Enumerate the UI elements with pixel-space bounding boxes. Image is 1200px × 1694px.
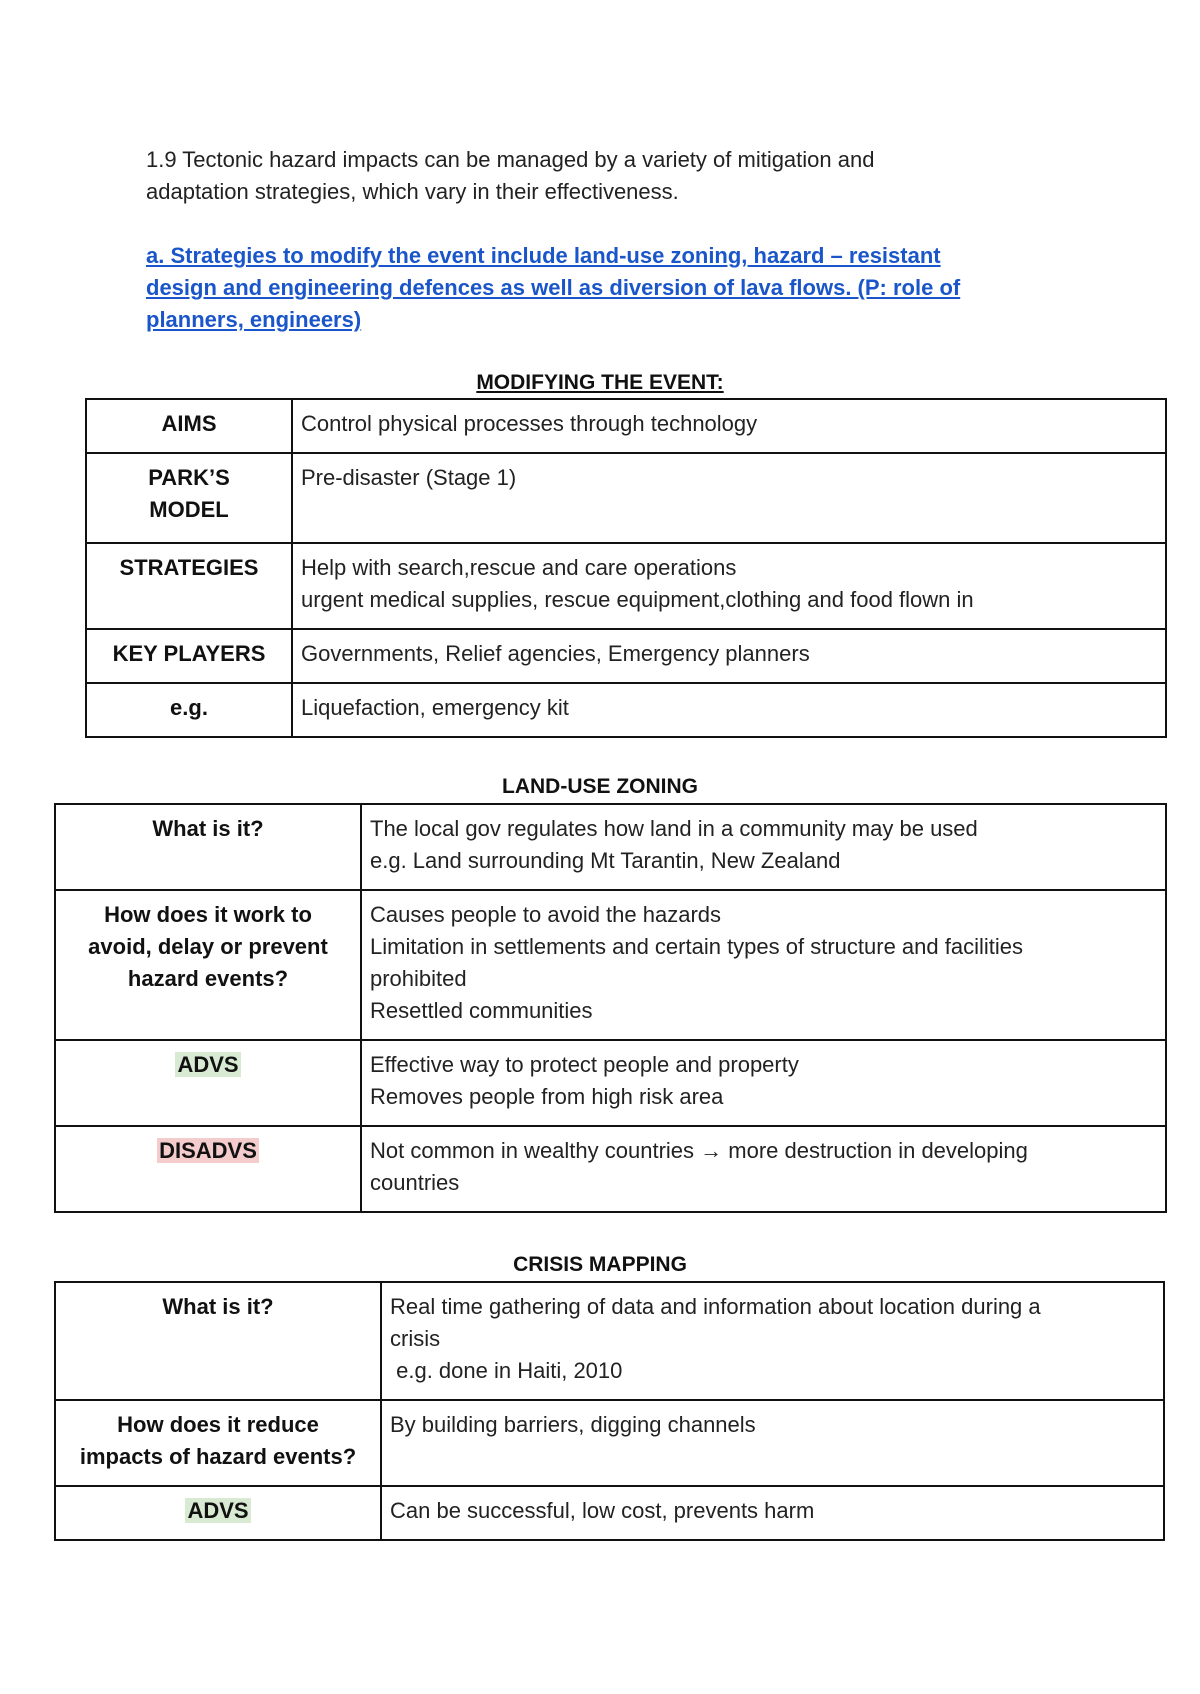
value-line: crisis xyxy=(390,1326,441,1351)
table-row xyxy=(55,1486,1164,1540)
modifying-title: MODIFYING THE EVENT: xyxy=(476,371,724,394)
subheading-line: design and engineering defences as well as diversion of lava flows. (P: role of xyxy=(146,275,961,300)
table-row xyxy=(55,1126,1166,1212)
row-label: What is it? xyxy=(55,1282,381,1400)
row-label xyxy=(55,1040,361,1126)
intro-line: adaptation strategies, which vary in their effectiveness. xyxy=(146,179,679,204)
label-line: How does it work to xyxy=(104,902,312,927)
value-line: The local gov regulates how land in a community may be used xyxy=(370,816,978,841)
subheading-line: a. Strategies to modify the event include land-use zoning, hazard – resistant xyxy=(146,243,941,268)
table-row xyxy=(55,890,1166,1040)
table-row xyxy=(86,683,1166,737)
advantages-badge: ADVS xyxy=(187,1498,249,1523)
label-line: PARK’S xyxy=(148,465,230,490)
value-line: Limitation in settlements and certain types of structure and facilities xyxy=(370,934,1023,959)
landuse-title: LAND-USE ZONING xyxy=(502,775,698,798)
subheading-line: planners, engineers) xyxy=(146,307,362,332)
landuse-table xyxy=(54,803,1167,1213)
value-line: Removes people from high risk area xyxy=(370,1084,724,1109)
row-value: Can be successful, low cost, prevents harm xyxy=(381,1486,1164,1540)
table-row xyxy=(86,543,1166,629)
label-line: How does it reduce xyxy=(117,1412,319,1437)
row-label: e.g. xyxy=(86,683,292,737)
label-line: hazard events? xyxy=(127,966,289,991)
value-line: Real time gathering of data and information about location during a xyxy=(390,1294,1041,1319)
strategies-subheading xyxy=(146,240,1066,336)
value-line: Not common in wealthy countries → more destruction in developing xyxy=(370,1138,1028,1163)
row-label xyxy=(55,1126,361,1212)
value-line: Effective way to protect people and property xyxy=(370,1052,799,1077)
value-line: countries xyxy=(370,1170,460,1195)
row-value xyxy=(292,543,1166,629)
table-row xyxy=(55,804,1166,890)
crisis-table xyxy=(54,1281,1165,1541)
value-line: Help with search,rescue and care operations xyxy=(301,555,737,580)
modifying-table xyxy=(85,398,1167,738)
row-value: Liquefaction, emergency kit xyxy=(292,683,1166,737)
table-row xyxy=(86,399,1166,453)
advantages-badge: ADVS xyxy=(177,1052,239,1077)
label-line: impacts of hazard events? xyxy=(79,1444,357,1469)
table-row xyxy=(55,1282,1164,1400)
row-label: STRATEGIES xyxy=(86,543,292,629)
row-value xyxy=(361,804,1166,890)
row-label xyxy=(55,1486,381,1540)
row-value xyxy=(361,1126,1166,1212)
table-row xyxy=(55,1040,1166,1126)
row-value: Pre-disaster (Stage 1) xyxy=(292,453,1166,543)
table-row xyxy=(86,629,1166,683)
row-value xyxy=(361,890,1166,1040)
value-line: urgent medical supplies, rescue equipment,clothing and food flown in xyxy=(301,587,974,612)
value-line: e.g. Land surrounding Mt Tarantin, New Zealand xyxy=(370,848,841,873)
row-label: KEY PLAYERS xyxy=(86,629,292,683)
row-value xyxy=(381,1282,1164,1400)
label-line: MODEL xyxy=(149,497,229,522)
value-line: Causes people to avoid the hazards xyxy=(370,902,722,927)
crisis-title: CRISIS MAPPING xyxy=(513,1253,687,1276)
table-row xyxy=(86,453,1166,543)
row-label xyxy=(86,453,292,543)
label-line: avoid, delay or prevent xyxy=(88,934,328,959)
row-value: By building barriers, digging channels xyxy=(381,1400,1164,1486)
row-value: Control physical processes through technology xyxy=(292,399,1166,453)
value-line: Resettled communities xyxy=(370,998,593,1023)
disadvantages-badge: DISADVS xyxy=(159,1138,257,1163)
row-label: What is it? xyxy=(55,804,361,890)
value-line: prohibited xyxy=(370,966,467,991)
row-label xyxy=(55,1400,381,1486)
row-value: Governments, Relief agencies, Emergency planners xyxy=(292,629,1166,683)
row-label: AIMS xyxy=(86,399,292,453)
row-value xyxy=(361,1040,1166,1126)
row-label xyxy=(55,890,361,1040)
table-row xyxy=(55,1400,1164,1486)
intro-line: 1.9 Tectonic hazard impacts can be managed by a variety of mitigation and xyxy=(146,147,875,172)
value-line: e.g. done in Haiti, 2010 xyxy=(390,1358,623,1383)
intro-paragraph xyxy=(146,144,1046,208)
